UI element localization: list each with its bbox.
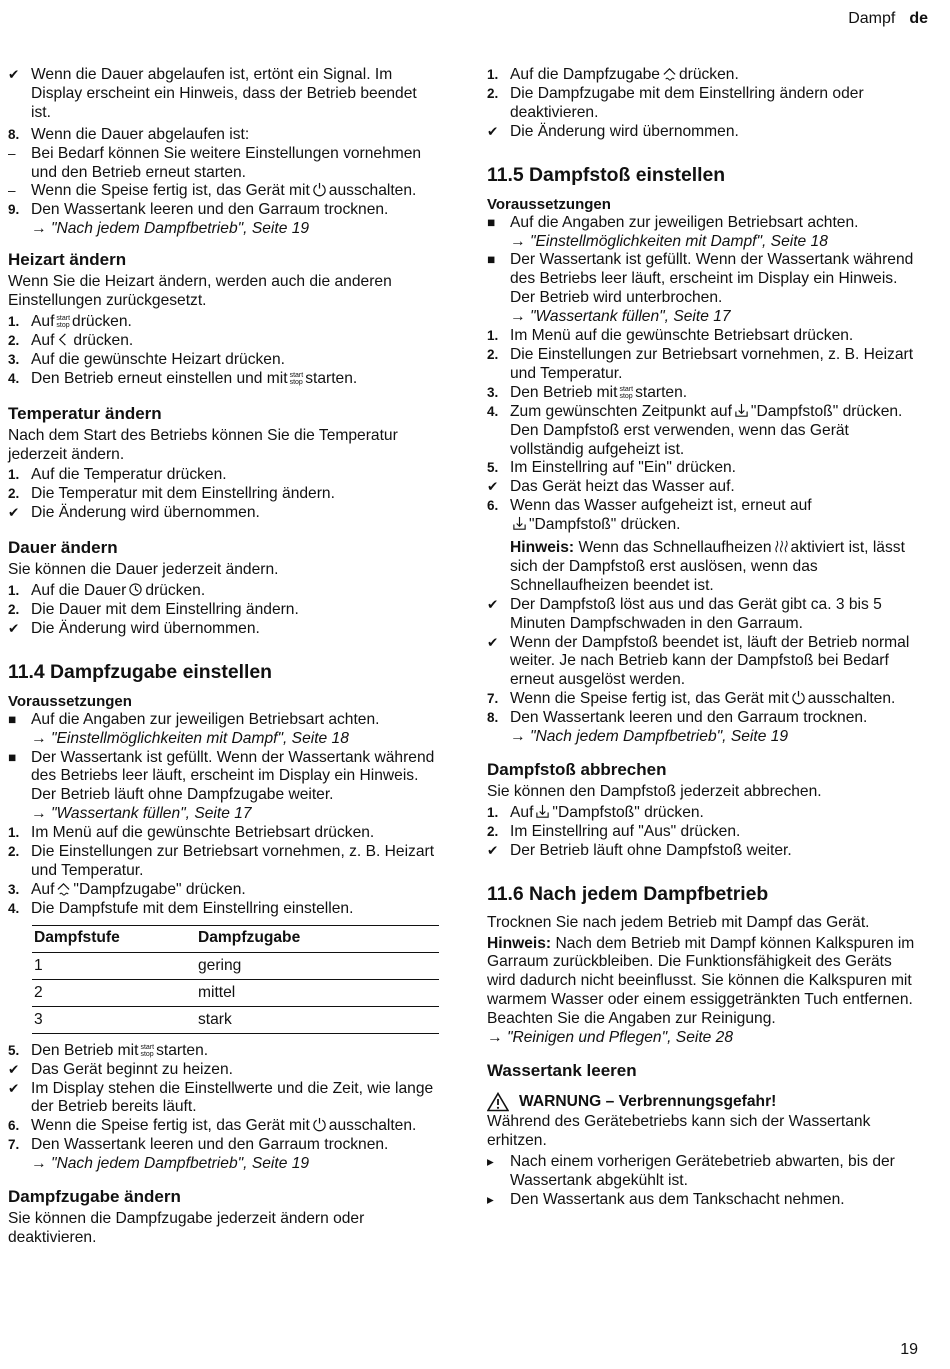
warning: WARNUNG – Verbrennungsgefahr! <box>487 1092 923 1112</box>
steam-add-icon <box>662 66 677 81</box>
power-icon <box>312 1117 327 1132</box>
step-7: 7. Wenn die Speise fertig ist, das Gerät mit ausschalten. <box>487 690 896 708</box>
steam-burst-icon <box>734 403 749 418</box>
cross-reference[interactable]: → "Einstellmöglichkeiten mit Dampf", Seite 18 <box>510 232 828 250</box>
left-column <box>8 66 440 1250</box>
table-header: Dampfzugabe <box>196 925 439 952</box>
step-1: 1. Auf die Dampfzugabe drücken. <box>487 66 739 83</box>
fast-heat-icon <box>774 539 789 554</box>
prereq-heading: Voraussetzungen <box>487 195 611 213</box>
heading-11-5: 11.5 Dampfstoß einstellen <box>487 163 726 186</box>
heading-dampfzugabe-aendern: Dampfzugabe ändern <box>8 1187 181 1207</box>
check-line: ✔ Der Betrieb läuft ohne Dampfstoß weiter. <box>487 841 792 859</box>
step-1: 1. Auf "Dampfstoß" drücken. <box>487 803 704 821</box>
check-line: ✔ Der Dampfstoß löst aus und das Gerät gibt ca. 3 bis 5 Minuten Dampfschwaden in den Garraum. <box>487 595 882 632</box>
page-number: 19 <box>900 1341 918 1358</box>
steam-burst-icon <box>535 804 550 819</box>
paragraph: Nach dem Start des Betriebs können Sie die Temperatur jederzeit ändern. <box>8 426 398 463</box>
cross-reference[interactable]: → "Wassertank füllen", Seite 17 <box>510 308 731 326</box>
step-7: 7. Den Wassertank leeren und den Garraum trocknen. <box>8 1136 389 1154</box>
start-stop-icon: start stop <box>140 1043 155 1058</box>
check-line: ✔ Das Gerät beginnt zu heizen. <box>8 1060 233 1078</box>
check-line: ✔ Die Änderung wird übernommen. <box>8 619 260 637</box>
heading-dauer: Dauer ändern <box>8 538 118 558</box>
step-8: 8. Den Wassertank leeren und den Garraum trocknen. <box>487 709 868 727</box>
hint: Hinweis: Nach dem Betrieb mit Dampf können Kalkspuren im Garraum zurückbleiben. Die Funktionsfähigkeit des Geräts wird dadurch nicht beeinflusst. Sie können die Kalkspuren mit warmem Wasser oder einem essiggetränkten Tuch entfernen. Beachten Sie die Angaben zur Reinigung. <box>487 934 915 1028</box>
step-1: 1. Im Menü auf die gewünschte Betriebsart drücken. <box>487 327 854 345</box>
step-2: 2. Die Einstellungen zur Betriebsart vornehmen, z. B. Heizart und Temperatur. <box>487 345 914 382</box>
step-2: 2. Im Einstellring auf "Aus" drücken. <box>487 822 741 840</box>
check-line: ✔ Wenn der Dampfstoß beendet ist, läuft der Betrieb normal weiter. Je nach Betrieb kann der Dampfstoß bei Bedarf erneut ausgelöst werden. <box>487 633 910 689</box>
step-2: 2. Die Dampfzugabe mit dem Einstellring ändern oder deaktivieren. <box>487 84 864 121</box>
step-5: 5. Im Einstellring auf "Ein" drücken. <box>487 459 737 477</box>
paragraph: Sie können die Dampfzugabe jederzeit ändern oder deaktivieren. <box>8 1210 365 1246</box>
table-row: 3 stark <box>32 1006 439 1033</box>
prereq-heading: Voraussetzungen <box>8 692 132 710</box>
step-2: 2. Die Temperatur mit dem Einstellring ändern. <box>8 485 335 503</box>
check-line: ✔ Die Änderung wird übernommen. <box>8 504 260 522</box>
dash-item: – Wenn die Speise fertig ist, das Gerät mit ausschalten. <box>8 182 417 200</box>
start-stop-icon: start stop <box>289 371 304 386</box>
power-icon <box>312 182 327 197</box>
step-4: 4. Den Betrieb erneut einstellen und mit start stop starten. <box>8 369 358 387</box>
cross-reference[interactable]: → "Reinigen und Pflegen", Seite 28 <box>487 1029 734 1047</box>
cross-reference[interactable]: → "Nach jedem Dampfbetrieb", Seite 19 <box>510 728 789 746</box>
cross-reference[interactable]: → "Nach jedem Dampfbetrieb", Seite 19 <box>31 220 310 238</box>
check-line: ✔ Das Gerät heizt das Wasser auf. <box>487 478 735 496</box>
step-3: 3. Auf die gewünschte Heizart drücken. <box>8 350 285 368</box>
steam-level-table <box>32 925 439 1034</box>
start-stop-icon: start stop <box>56 314 71 329</box>
step-1: 1. Auf die Dauer drücken. <box>8 582 206 600</box>
cross-reference[interactable]: → "Nach jedem Dampfbetrieb", Seite 19 <box>31 1155 310 1173</box>
steam-add-icon <box>56 881 71 896</box>
cross-reference[interactable]: → "Wassertank füllen", Seite 17 <box>31 805 252 823</box>
action-item: ▸ Den Wassertank aus dem Tankschacht nehmen. <box>487 1190 845 1208</box>
paragraph: Während des Gerätebetriebs kann sich der Wassertank erhitzen. <box>487 1112 871 1149</box>
check-line: ✔ Die Änderung wird übernommen. <box>487 122 739 140</box>
timer-icon <box>128 582 143 597</box>
paragraph: Wenn Sie die Heizart ändern, werden auch die anderen Einstellungen zurückgesetzt. <box>8 273 392 310</box>
step-9: 9. Den Wassertank leeren und den Garraum trocknen. <box>8 201 389 219</box>
step-6: 6. Wenn die Speise fertig ist, das Gerät mit ausschalten. <box>8 1117 417 1135</box>
steam-burst-icon <box>512 516 527 531</box>
right-column <box>487 66 923 1210</box>
step-2: 2. Die Einstellungen zur Betriebsart vornehmen, z. B. Heizart und Temperatur. <box>8 843 435 879</box>
step-6: 6. Wenn das Wasser aufgeheizt ist, erneut auf "Dampfstoß" drücken. <box>487 497 812 534</box>
check-line: ✔ Wenn die Dauer abgelaufen ist, ertönt ein Signal. Im Display erscheint ein Hinweis, dass der Betrieb beendet ist. <box>8 66 417 121</box>
step-4: 4. Die Dampfstufe mit dem Einstellring einstellen. <box>8 899 354 917</box>
header-section: Dampf <box>848 10 896 27</box>
check-line: ✔ Im Display stehen die Einstellwerte und die Zeit, wie lange der Betrieb bereits läuft. <box>8 1079 434 1116</box>
heading-11-6: 11.6 Nach jedem Dampfbetrieb <box>487 882 769 905</box>
step-1: 1. Auf die Temperatur drücken. <box>8 466 227 484</box>
step-8: 8. Wenn die Dauer abgelaufen ist: <box>8 125 250 143</box>
bullet-item: ■ Auf die Angaben zur jeweiligen Betriebsart achten. → "Einstellmöglichkeiten mit Dampf", Seite 18 <box>487 213 859 250</box>
heading-abbrechen: Dampfstoß abbrechen <box>487 760 667 779</box>
action-item: ▸ Nach einem vorherigen Gerätebetrieb abwarten, bis der Wassertank abgekühlt ist. <box>487 1152 895 1189</box>
header-language: de <box>909 10 928 27</box>
heading-heizart: Heizart ändern <box>8 250 127 270</box>
bullet-item: ■ Der Wassertank ist gefüllt. Wenn der Wassertank während des Betriebs leer läuft, erscheint im Display ein Hinweis. Der Betrieb wird unterbrochen. → "Wassertank füllen", Seite 17 <box>487 251 914 326</box>
bullet-item: ■ Der Wassertank ist gefüllt. Wenn der Wassertank während des Betriebs leer läuft, erscheint im Display ein Hinweis. Der Betrieb läuft ohne Dampfzugabe weiter. → "Wassertank füllen", Seite 17 <box>8 748 435 823</box>
dash-item: – Bei Bedarf können Sie weitere Einstellungen vornehmen und den Betrieb erneut starten. <box>8 144 422 181</box>
heading-temperatur: Temperatur ändern <box>8 403 162 423</box>
step-3: 3. Den Betrieb mit start stop starten. <box>487 383 688 401</box>
heading-wassertank: Wassertank leeren <box>487 1060 637 1080</box>
table-header: Dampfstufe <box>32 925 196 952</box>
page-header <box>848 10 928 28</box>
step-3: 3. Auf "Dampfzugabe" drücken. <box>8 880 246 898</box>
start-stop-icon: start stop <box>619 385 634 400</box>
table-row: 2 mittel <box>32 979 439 1006</box>
heading-11-4: 11.4 Dampfzugabe einstellen <box>8 660 273 683</box>
warning-icon <box>487 1092 509 1112</box>
paragraph: Trocknen Sie nach jedem Betrieb mit Dampf das Gerät. <box>487 913 870 931</box>
power-icon <box>791 690 806 705</box>
step-2: 2. Auf drücken. <box>8 331 134 349</box>
bullet-item: ■ Auf die Angaben zur jeweiligen Betriebsart achten. → "Einstellmöglichkeiten mit Dampf", Seite 18 <box>8 710 380 747</box>
paragraph: Sie können die Dauer jederzeit ändern. <box>8 561 279 579</box>
hint: Hinweis: Wenn das Schnellaufheizen aktiviert ist, lässt sich der Dampfstoß erst auslösen, wenn das Schnellaufheizen beendet ist. <box>510 539 905 594</box>
step-1: 1. Im Menü auf die gewünschte Betriebsart drücken. <box>8 824 375 842</box>
back-arrow-icon <box>56 332 71 347</box>
cross-reference[interactable]: → "Einstellmöglichkeiten mit Dampf", Seite 18 <box>31 729 349 747</box>
step-5: 5. Den Betrieb mit start stop starten. <box>8 1041 209 1059</box>
step-2: 2. Die Dauer mit dem Einstellring ändern. <box>8 600 299 618</box>
paragraph: Sie können den Dampfstoß jederzeit abbrechen. <box>487 783 822 800</box>
step-4: 4. Zum gewünschten Zeitpunkt auf "Dampfstoß" drücken. Den Dampfstoß erst verwenden, wenn das Gerät vollständig aufgeheizt ist. <box>487 402 903 458</box>
table-row: 1 gering <box>32 952 439 979</box>
step-1: 1. Auf start stop drücken. <box>8 312 132 330</box>
